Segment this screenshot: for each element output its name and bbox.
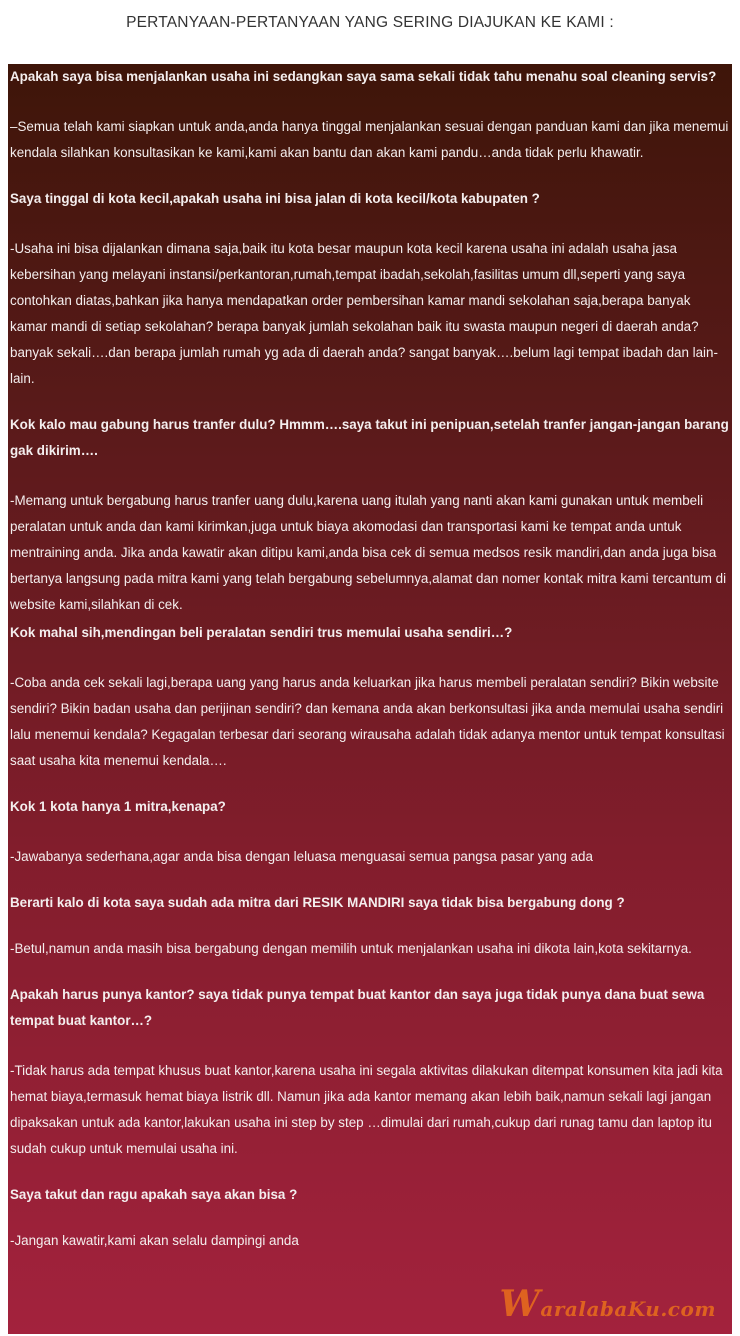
faq-answer-7: -Tidak harus ada tempat khusus buat kantor,karena usaha ini segala aktivitas dilakukan ditempat konsumen kita jadi kita hemat biaya,termasuk hemat biaya listrik dll. Namun jika ada kantor memang akan lebih baik,namun sekali lagi jangan dipaksakan untuk ada kantor,lakukan usaha ini step by step …dimulai dari rumah,cukup dari runag tamu dan laptop itu sudah cukup untuk memulai usaha ini. bbox=[10, 1063, 723, 1156]
faq-question-3: Kok kalo mau gabung harus tranfer dulu? Hmmm….saya takut ini penipuan,setelah tranfer jangan-jangan barang gak dikirim…. bbox=[10, 417, 729, 458]
watermark-text: aralabaKu.com bbox=[540, 1297, 716, 1321]
faq-question-4: Kok mahal sih,mendingan beli peralatan sendiri trus memulai usaha sendiri…? bbox=[10, 625, 513, 640]
faq-question-8: Saya takut dan ragu apakah saya akan bisa ? bbox=[10, 1187, 298, 1202]
page-title-text: PERTANYAAN-PERTANYAAN YANG SERING DIAJUKAN KE KAMI : bbox=[126, 14, 614, 31]
faq-answer-8: -Jangan kawatir,kami akan selalu dampingi anda bbox=[10, 1233, 299, 1248]
faq-answer-5: -Jawabanya sederhana,agar anda bisa dengan leluasa menguasai semua pangsa pasar yang ada bbox=[10, 849, 593, 864]
faq-answer-1: –Semua telah kami siapkan untuk anda,anda hanya tinggal menjalankan sesuai dengan panduan kami dan jika menemui kendala silahkan konsultasikan ke kami,kami akan bantu dan akan kami pandu…anda tidak perlu khawatir. bbox=[10, 119, 729, 160]
faq-answer-2: -Usaha ini bisa dijalankan dimana saja,baik itu kota besar maupun kota kecil karena usaha ini adalah usaha jasa kebersihan yang melayani instansi/perkantoran,rumah,tempat ibadah,sekolah,fasilitas umum dll,seperti yang saya contohkan diatas,bahkan jika hanya mendapatkan order pembersihan kamar mandi sekolahan saja,berapa banyak kamar mandi di setiap sekolahan? berapa banyak jumlah sekolahan baik itu swasta maupun negeri di daerah anda? banyak sekali….dan berapa jumlah rumah yg ada di daerah anda? sangat banyak….belum lagi tempat ibadah dan lain-lain. bbox=[10, 241, 718, 386]
page-title bbox=[0, 0, 740, 46]
faq-panel bbox=[8, 64, 732, 1334]
faq-answer-6: -Betul,namun anda masih bisa bergabung dengan memilih untuk menjalankan usaha ini dikota lain,kota sekitarnya. bbox=[10, 941, 692, 956]
watermark-initial: W bbox=[499, 1283, 541, 1325]
faq-question-2: Saya tinggal di kota kecil,apakah usaha ini bisa jalan di kota kecil/kota kabupaten ? bbox=[10, 191, 540, 206]
watermark-logo bbox=[499, 1283, 716, 1325]
faq-question-1: Apakah saya bisa menjalankan usaha ini sedangkan saya sama sekali tidak tahu menahu soal cleaning servis? bbox=[10, 69, 717, 84]
faq-question-5: Kok 1 kota hanya 1 mitra,kenapa? bbox=[10, 799, 226, 814]
faq-answer-4: -Coba anda cek sekali lagi,berapa uang yang harus anda keluarkan jika harus membeli peralatan sendiri? Bikin website sendiri? Bikin badan usaha dan perijinan sendiri? dan kemana anda akan berkonsultasi jika anda memulai usaha sendiri lalu menemui kendala? Kegagalan terbesar dari seorang wirausaha adalah tidak adanya mentor untuk tempat konsultasi saat usaha kita menemui kendala…. bbox=[10, 675, 725, 768]
faq-answer-3: -Memang untuk bergabung harus tranfer uang dulu,karena uang itulah yang nanti akan kami gunakan untuk membeli peralatan untuk anda dan kami kirimkan,juga untuk biaya akomodasi dan transportasi kami ke tempat anda untuk mentraining anda. Jika anda kawatir akan ditipu kami,anda bisa cek di semua medsos resik mandiri,dan anda juga bisa bertanya langsung pada mitra kami yang telah bergabung sebelumnya,alamat dan nomer kontak mitra kami tercantum di website kami,silahkan di cek. bbox=[10, 493, 727, 612]
faq-question-6: Berarti kalo di kota saya sudah ada mitra dari RESIK MANDIRI saya tidak bisa bergabung dong ? bbox=[10, 895, 625, 910]
faq-question-7: Apakah harus punya kantor? saya tidak punya tempat buat kantor dan saya juga tidak punya dana buat sewa tempat buat kantor…? bbox=[10, 987, 705, 1028]
